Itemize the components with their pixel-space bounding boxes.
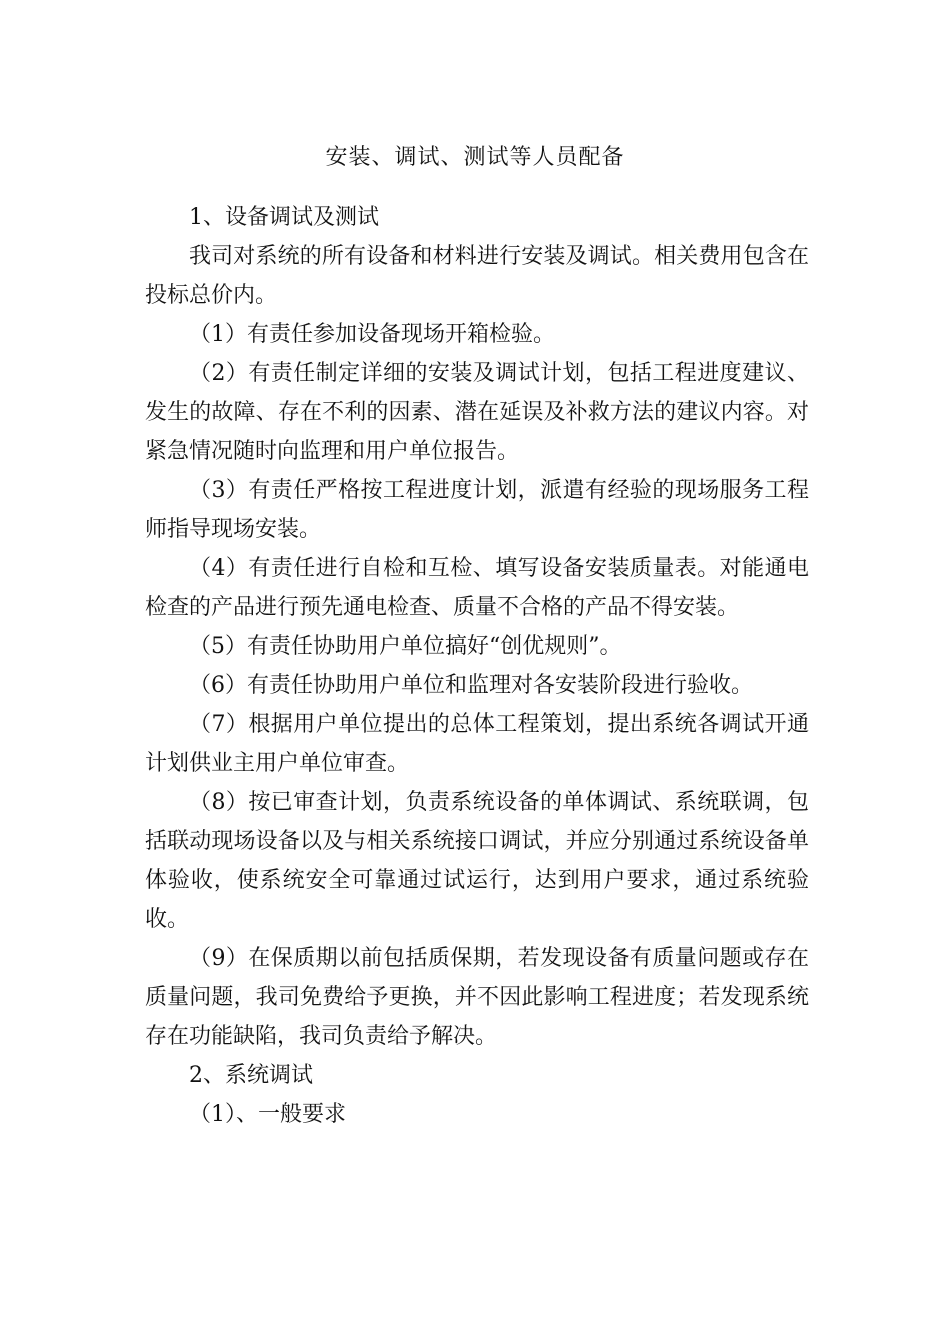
page-title: 安装、调试、测试等人员配备 bbox=[325, 145, 625, 170]
document-body bbox=[145, 198, 809, 1134]
list-item-7: （7）根据用户单位提出的总体工程策划，提出系统各调试开通计划供业主用户单位审查。 bbox=[145, 712, 809, 776]
list-item-8: （8）按已审查计划，负责系统设备的单体调试、系统联调，包括联动现场设备以及与相关系统接口调试，并应分别通过系统设备单体验收，使系统安全可靠通过试运行，达到用户要求，通过系统验收。 bbox=[145, 790, 809, 932]
section-heading-1: 1、设备调试及测试 bbox=[189, 205, 379, 230]
list-item-3: （3）有责任严格按工程进度计划，派遣有经验的现场服务工程师指导现场安装。 bbox=[145, 478, 809, 542]
list-item-9: （9）在保质期以前包括质保期，若发现设备有质量问题或存在质量问题，我司免费给予更换，并不因此影响工程进度；若发现系统存在功能缺陷，我司负责给予解决。 bbox=[145, 946, 809, 1049]
list-item-1: （1）有责任参加设备现场开箱检验。 bbox=[189, 322, 555, 347]
list-item-6: （6）有责任协助用户单位和监理对各安装阶段进行验收。 bbox=[189, 673, 753, 698]
section-heading-2: 2、系统调试 bbox=[189, 1063, 313, 1088]
list-item-4: （4）有责任进行自检和互检、填写设备安装质量表。对能通电检查的产品进行预先通电检查、质量不合格的产品不得安装。 bbox=[145, 556, 809, 620]
list-item-5: （5）有责任协助用户单位搞好“创优规则”。 bbox=[189, 634, 622, 659]
intro-paragraph: 我司对系统的所有设备和材料进行安装及调试。相关费用包含在投标总价内。 bbox=[145, 244, 809, 308]
list-item-2: （2）有责任制定详细的安装及调试计划，包括工程进度建议、发生的故障、存在不利的因素、潜在延误及补救方法的建议内容。对紧急情况随时向监理和用户单位报告。 bbox=[145, 361, 809, 464]
subsection-heading-1: （1）、一般要求 bbox=[189, 1102, 346, 1127]
